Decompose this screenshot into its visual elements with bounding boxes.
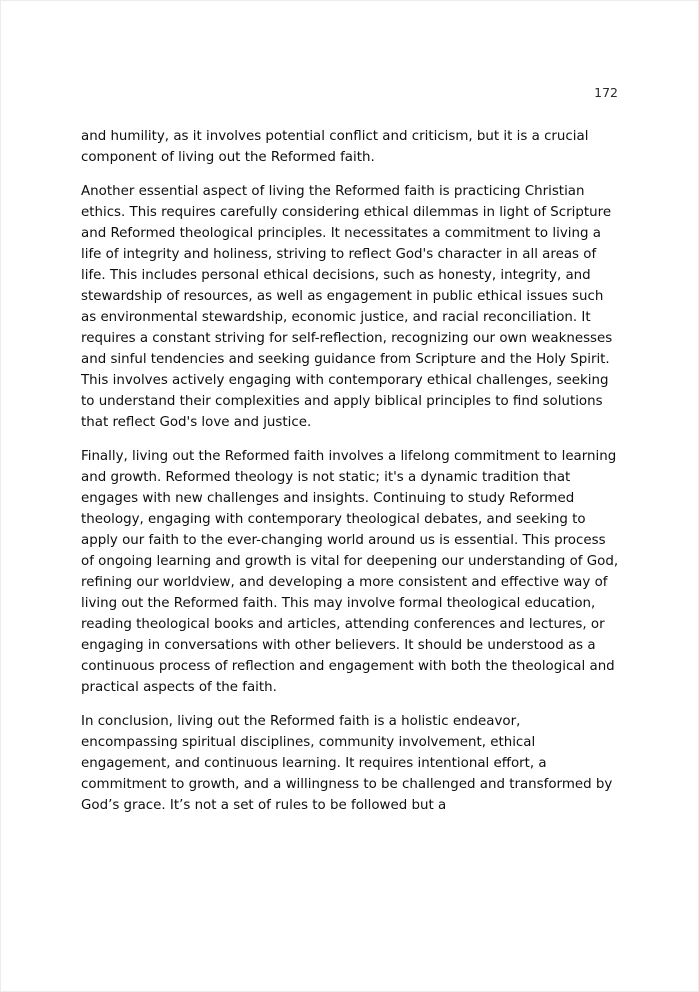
- page-number: 172: [594, 85, 618, 100]
- page-content: [81, 126, 621, 829]
- paragraph: Finally, living out the Reformed faith involves a lifelong commitment to learning and growth. Reformed theology is not static; it's a dynamic tradition that engages with new challenges and insights. Continuing to study Reformed theology, engaging with contemporary theological debates, and seeking to apply our faith to the ever-changing world around us is essential. This process of ongoing learning and growth is vital for deepening our understanding of God, refining our worldview, and developing a more consistent and effective way of living out the Reformed faith. This may involve formal theological education, reading theological books and articles, attending conferences and lectures, or engaging in conversations with other believers. It should be understood as a continuous process of reflection and engagement with both the theological and practical aspects of the faith.: [81, 449, 619, 695]
- paragraph: Another essential aspect of living the Reformed faith is practicing Christian ethics. This requires carefully considering ethical dilemmas in light of Scripture and Reformed theological principles. It necessitates a commitment to living a life of integrity and holiness, striving to reflect God's character in all areas of life. This includes personal ethical decisions, such as honesty, integrity, and stewardship of resources, as well as engagement in public ethical issues such as environmental stewardship, economic justice, and racial reconciliation. It requires a constant striving for self-reflection, recognizing our own weaknesses and sinful tendencies and seeking guidance from Scripture and the Holy Spirit. This involves actively engaging with contemporary ethical challenges, seeking to understand their complexities and apply biblical principles to find solutions that reflect God's love and justice.: [81, 184, 613, 430]
- paragraph: In conclusion, living out the Reformed faith is a holistic endeavor, encompassing spiritual disciplines, community involvement, ethical engagement, and continuous learning. It requires intentional effort, a commitment to growth, and a willingness to be challenged and transformed by God’s grace. It’s not a set of rules to be followed but a: [81, 714, 613, 813]
- paragraph: and humility, as it involves potential conflict and criticism, but it is a crucial component of living out the Reformed faith.: [81, 129, 589, 165]
